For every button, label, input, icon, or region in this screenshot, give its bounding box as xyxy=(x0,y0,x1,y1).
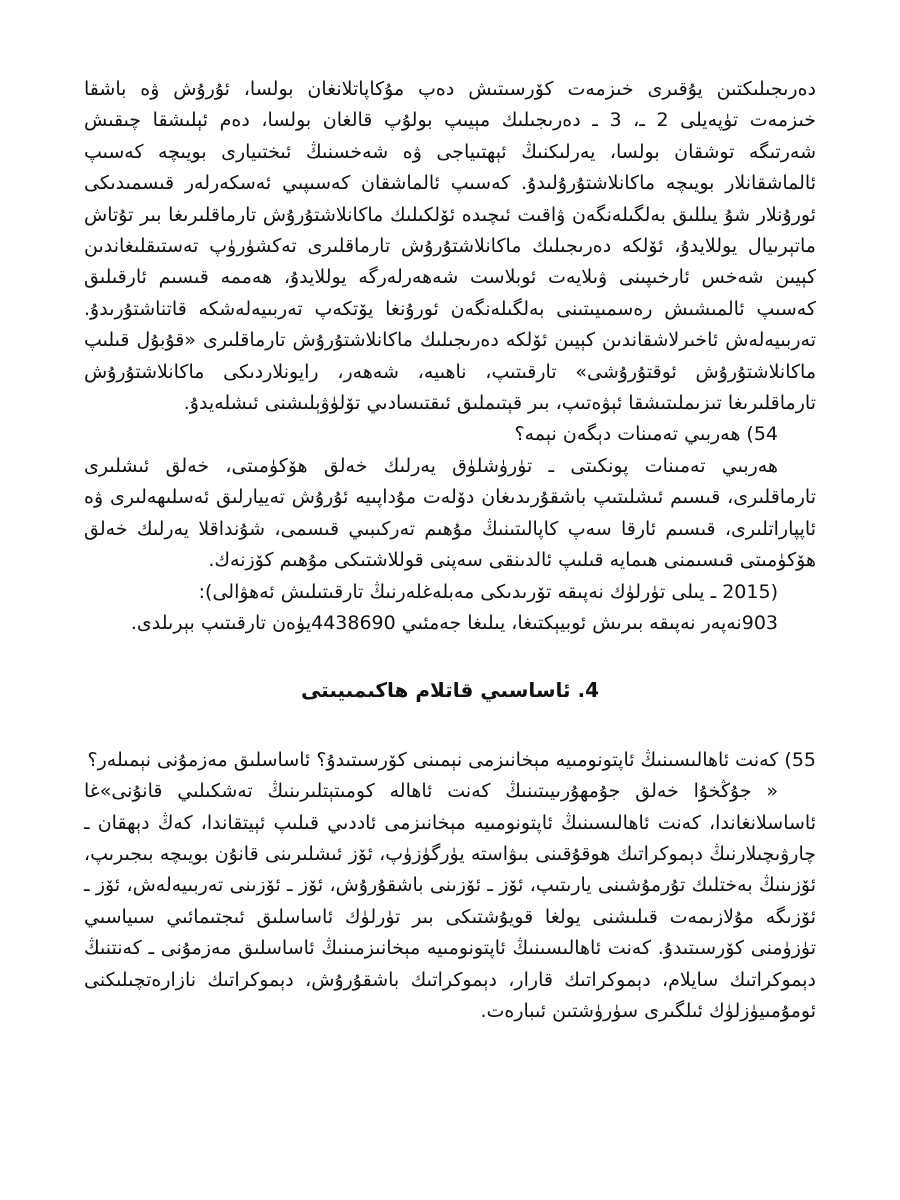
body-paragraph: « جۇڭخۇا خەلق جۇمھۇرىيىتىنىڭ كەنت ئاھالە كومىتېتلىرىنىڭ تەشكىلىي قانۇنى»غا ئاساسلانغاندا، كەنت ئاھالىسىنىڭ ئاپتونومىيە مېخانىزمى ئاددىي قىلىپ ئېيتقاندا، كەڭ دېھقان ـ چارۋىچىلارنىڭ دېموكراتىك ھوقۇقىنى بىۋاستە يۈرگۈزۈپ، ئۆز ئىشلىرىنى قانۇن بويىچە بىجىرىپ، ئۆزىنىڭ بەختلىك تۇرمۇشىنى يارىتىپ، ئۆز ـ ئۆزىنى باشقۇرۇش، ئۆز ـ ئۆزىنى تەربىيەلەش، ئۆز ـ ئۆزىگە مۇلازىمەت قىلىشنى يولغا قويۇشتىكى بىر تۈرلۈك ئاساسلىق ئىجتىمائىي سىياسىي تۈزۈمنى كۆرسىتىدۇ. كەنت ئاھالىسىنىڭ ئاپتونومىيە مېخانىزمىنىڭ ئاساسلىق مەزمۇنى ـ كەنتنىڭ دېموكراتىك سايلام، دېموكراتىك قارار، دېموكراتىك باشقۇرۇش، دېموكراتىك نازارەتچىلىكنى ئومۇمىيۈزلۈك ئىلگىرى سۈرۈشتىن ئىبارەت. xyxy=(84,780,816,1022)
question-55: 55) كەنت ئاھالىسىنىڭ ئاپتونومىيە مېخانىزمى نېمىنى كۆرسىتىدۇ؟ ئاساسلىق مەزمۇنى نېمىلەر؟ xyxy=(87,748,816,771)
body-paragraph: (2015 ـ يىلى تۈرلۈك نەپىقە تۆرىدىكى مەبلەغلەرنىڭ تارقىتىلىش ئەھۋالى): xyxy=(198,580,778,603)
body-paragraph: دەرىجىلىكتىن يۇقىرى خىزمەت كۆرسىتىش دەپ مۇكاپاتلانغان بولسا، ئۇرۇش ۋە باشقا خىزمەت تۈپەيلى 2 ـ، 3 ـ دەرىجىلىك مېيىپ بولۇپ قالغان بولسا، دەم ئېلىشقا چىقىش شەرتىگە توشقان بولسا، يەرلىكنىڭ ئېھتىياجى ۋە شەخسنىڭ ئىختىيارى بويىچە كەسىپ ئالماشقانلار بويىچە ماكانلاشتۇرۇلىدۇ. كەسىپ ئالماشقان كەسىپىي ئەسكەرلەر قىسمىدىكى ئورۇنلار شۇ يىللىق بەلگىلەنگەن ۋاقىت ئىچىدە ئۆلكىلىك ماكانلاشتۇرۇش تارماقلىرىغا بىر تۇتاش ماتېرىيال يوللايدۇ، ئۆلكە دەرىجىلىك ماكانلاشتۇرۇش تارماقلىرى تەكشۈرۈپ تەستىقلىغاندىن كېيىن شەخس ئارخىپىنى ۋىلايەت ئوبلاست شەھەرلەرگە يوللايدۇ، ھەممە قىسىم ئارقىلىق كەسىپ ئالمىشىش رەسمىيىتىنى بەلگىلەنگەن ئورۇنغا يۆتكەپ تەربىيەلەشكە قاتناشتۇرىدۇ. تەربىيەلەش ئاخىرلاشقاندىن كېيىن ئۆلكە دەرىجىلىك ماكانلاشتۇرۇش تارماقلىرى «قۇبۇل قىلىپ ماكانلاشتۇرۇش ئوقتۇرۇشى» تارقىتىپ، ناھىيە، شەھەر، رايونلاردىكى ماكانلاشتۇرۇش تارماقلىرىغا تىزىملىتىشقا ئېۋەتىپ، بىر قېتىملىق ئىقتىسادىي تۆلۈۋېلىشنى ئىشلەيدۇ. xyxy=(84,78,816,415)
question-54: 54) ھەربىي تەمىنات دېگەن نېمە؟ xyxy=(514,423,778,446)
body-paragraph: 903نەپەر نەپىقە بىرىش ئوبيېكتىغا، يىلىغا جەمئىي 4438690يۈەن تارقىتىپ بېرىلدى. xyxy=(130,611,778,634)
document-page xyxy=(84,74,816,1027)
section-heading: 4. ئاساسىي قاتلام ھاكىمىيىتى xyxy=(300,678,600,703)
body-paragraph: ھەربىي تەمىنات پونكىتى ـ تۈرۈشلۈق يەرلىك خەلق ھۆكۈمىتى، خەلق ئىشلىرى تارماقلىرى، قىسىم ئىشلىتىپ باشقۇرىدىغان دۆلەت مۇداپىيە ئۇرۇش تەييارلىق ئەسلىھەلىرى ۋە ئاپپاراتلىرى، قىسىم ئارقا سەپ كاپالىتىنىڭ مۇھىم تەركىبىي قىسمى، شۇنداقلا يەرلىك خەلق ھۆكۈمىتى قىسىمنى ھىمايە قىلىپ ئالدىنقى سەپنى قوللاشتىكى مۇھىم كۆزنەك. xyxy=(84,454,816,572)
